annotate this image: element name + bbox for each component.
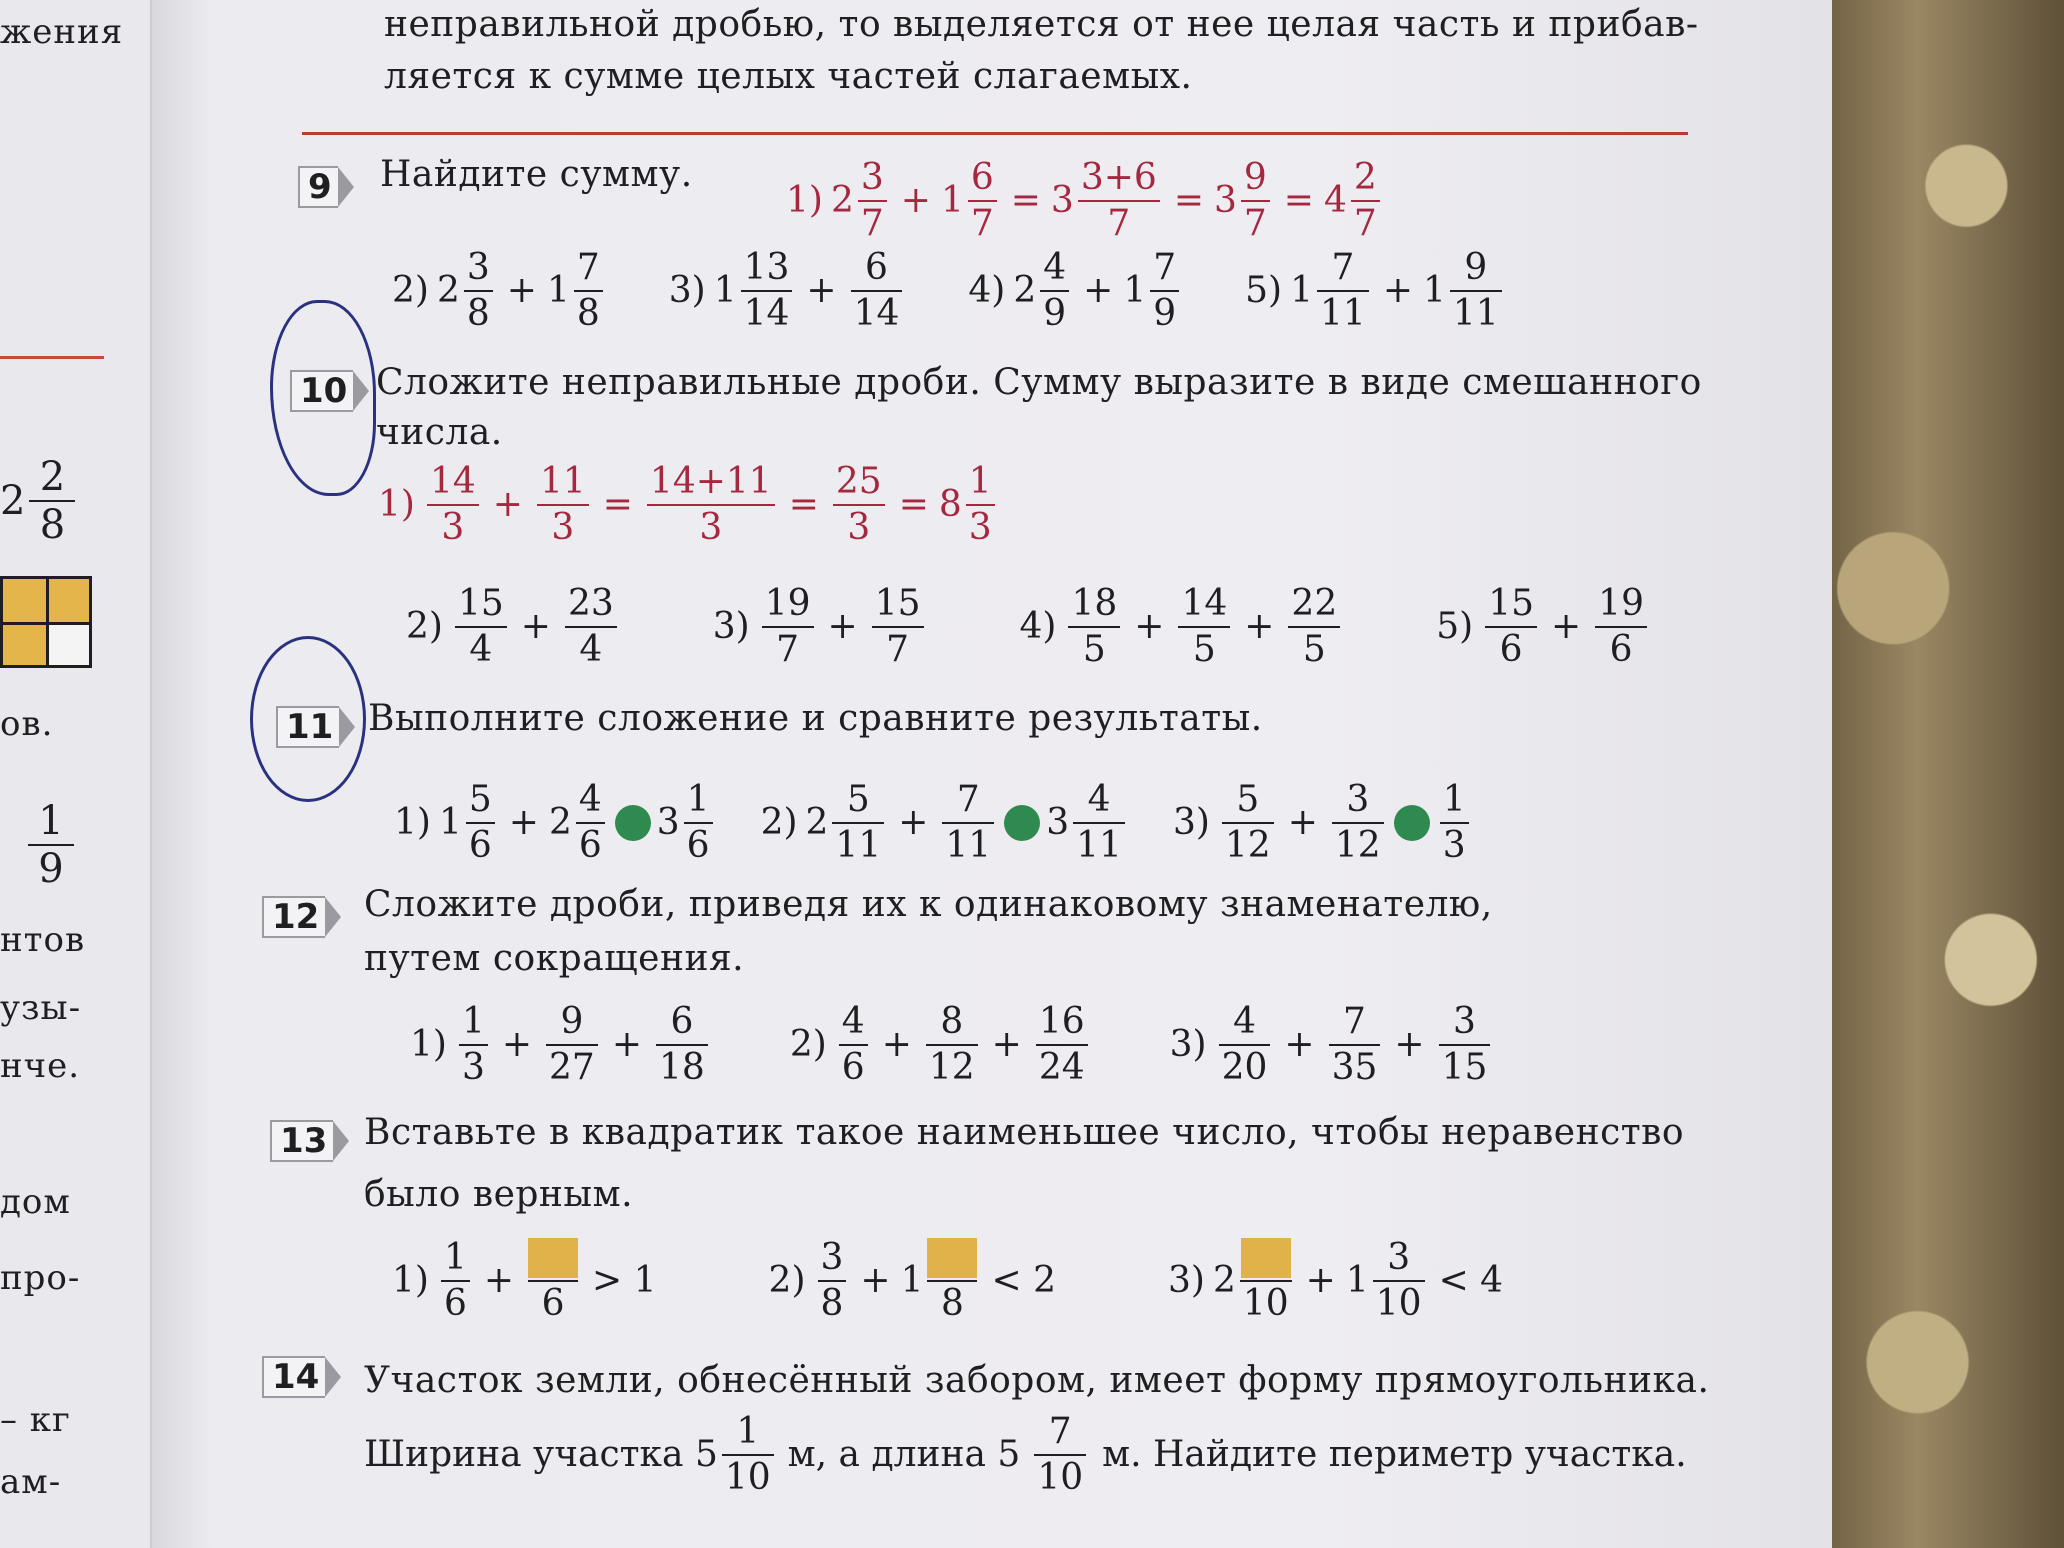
compare-circle[interactable] bbox=[1004, 805, 1040, 841]
fraction: $\frac{19}{6}$ bbox=[1595, 584, 1647, 669]
fraction: $\frac{7}{35}$ bbox=[1329, 1002, 1381, 1087]
left-page-line: ам- bbox=[0, 1462, 62, 1502]
fraction: $\frac{3}{8}$ bbox=[464, 248, 493, 333]
exercise-12-items: 1) $\frac{1}{3}$ + $\frac{9}{27}$ + $\frac{6}{18}$ 2) $\frac{4}{6}$ + $\frac{8}{12}$ + $\frac{16}{24}$ 3) $\frac{4}{20}$ + $\frac{7}{35}$ + $\frac{3}{15}$ bbox=[410, 1002, 1494, 1087]
exercise-9-solution: 1) 2 $\frac{3}{7}$ + 1 $\frac{6}{7}$ = 3 $\frac{3+6}{7}$ = 3 $\frac{9}{7}$ = 4 $\frac{2}{7}$ bbox=[786, 158, 1384, 243]
fraction: $\frac{7}{9}$ bbox=[1150, 248, 1179, 333]
fraction: $\frac{7}{8}$ bbox=[574, 248, 603, 333]
fabric-background bbox=[1820, 0, 2064, 1548]
fraction: $\frac{1}{3}$ bbox=[1440, 780, 1469, 865]
exercise-13-items: 1) $\frac{1}{6}$ + 6 > 1 2) $\frac{3}{8}$ + 1 8 < 2 3) 2 10 + 1 $\frac{3}{10}$ < 4 bbox=[392, 1237, 1504, 1324]
exercise-9-items: 2) 2 $\frac{3}{8}$ + 1 $\frac{7}{8}$ 3) 1 $\frac{13}{14}$ + $\frac{6}{14}$ 4) 2 $\frac{4}{9}$ + 1 $\frac{7}{9}$ 5) 1 $\frac{7}{11}$ + 1 $\frac{9}{11}$ bbox=[392, 248, 1506, 333]
numerator: 1 bbox=[38, 798, 64, 844]
shaded-grid-figure bbox=[0, 576, 92, 668]
exercise-10-items: 2) $\frac{15}{4}$ + $\frac{23}{4}$ 3) $\frac{19}{7}$ + $\frac{15}{7}$ 4) $\frac{18}{5}$ + $\frac{14}{5}$ + $\frac{22}{5}$ 5) $\frac{15}{6}$ + $\frac{19}{6}$ bbox=[406, 584, 1651, 669]
fraction: $\frac{6}{18}$ bbox=[656, 1002, 708, 1087]
fraction: $\frac{13}{14}$ bbox=[741, 248, 793, 333]
exercise-13-line-2: было верным. bbox=[364, 1174, 634, 1215]
whole-part: 2 bbox=[0, 478, 26, 524]
fraction: $\frac{1}{3}$ bbox=[966, 462, 995, 547]
fraction: $\frac{7}{11}$ bbox=[1317, 248, 1369, 333]
exercise-12-line-1: Сложите дроби, приведя их к одинаковому знаменателю, bbox=[364, 884, 1493, 925]
fraction: $\frac{22}{5}$ bbox=[1288, 584, 1340, 669]
fraction: $\frac{9}{27}$ bbox=[546, 1002, 598, 1087]
fraction: $\frac{9}{11}$ bbox=[1450, 248, 1502, 333]
numerator: 2 bbox=[39, 454, 66, 500]
exercise-9-text: Найдите сумму. bbox=[380, 154, 693, 195]
fraction: $\frac{9}{7}$ bbox=[1241, 158, 1270, 243]
fraction: $\frac{3}{8}$ bbox=[818, 1238, 847, 1323]
fraction: $\frac{25}{3}$ bbox=[833, 462, 885, 547]
fraction: $\frac{6}{14}$ bbox=[851, 248, 903, 333]
fraction: $\frac{5}{11}$ bbox=[832, 780, 884, 865]
fraction: $\frac{15}{4}$ bbox=[455, 584, 507, 669]
fraction: $\frac{8}{12}$ bbox=[926, 1002, 978, 1087]
exercise-14-number: 14 bbox=[262, 1356, 341, 1398]
fraction: $\frac{3}{15}$ bbox=[1439, 1002, 1491, 1087]
fraction: $\frac{5}{12}$ bbox=[1222, 780, 1274, 865]
fraction: $\frac{6}{7}$ bbox=[968, 158, 997, 243]
fraction: $\frac{15}{7}$ bbox=[872, 584, 924, 669]
fraction: $\frac{4}{11}$ bbox=[1073, 780, 1125, 865]
fraction-with-box: 8 bbox=[927, 1238, 977, 1324]
left-page-rule bbox=[0, 356, 104, 359]
left-page-mixed-number bbox=[0, 456, 75, 546]
left-page-line: узы- bbox=[0, 988, 82, 1028]
left-page-line: нче. bbox=[0, 1046, 81, 1086]
left-page bbox=[0, 0, 152, 1548]
answer-box[interactable] bbox=[528, 1238, 578, 1278]
left-page-line: ов. bbox=[0, 704, 54, 744]
fraction: $\frac{16}{24}$ bbox=[1036, 1002, 1088, 1087]
exercise-11-text: Выполните сложение и сравните результаты. bbox=[368, 698, 1263, 739]
exercise-12-number: 12 bbox=[262, 896, 341, 938]
exercise-10-line-1: Сложите неправильные дроби. Сумму выразите в виде смешанного bbox=[376, 362, 1702, 403]
exercise-13-line-1: Вставьте в квадратик такое наименьшее число, чтобы неравенство bbox=[364, 1112, 1685, 1153]
fraction: $\frac{1}{6}$ bbox=[441, 1238, 470, 1323]
fraction: $\frac{19}{7}$ bbox=[762, 584, 814, 669]
fraction: $\frac{14}{5}$ bbox=[1178, 584, 1230, 669]
compare-circle[interactable] bbox=[1394, 805, 1430, 841]
answer-box[interactable] bbox=[1241, 1238, 1291, 1278]
exercise-12-line-2: путем сокращения. bbox=[364, 938, 745, 979]
exercise-11-items: 1) 1 $\frac{5}{6}$ + 2 $\frac{4}{6}$ 3 $\frac{1}{6}$ 2) 2 $\frac{5}{11}$ + $\frac{7}{11}$ 3 $\frac{4}{11}$ 3) $\frac{5}{12}$ + $\frac{3}{12}$ $\frac{1}{3}$ bbox=[394, 780, 1473, 865]
fraction: $\frac{7}{10}$ bbox=[1034, 1412, 1086, 1497]
fraction: $\frac{14}{3}$ bbox=[427, 462, 479, 547]
answer-box[interactable] bbox=[927, 1238, 977, 1278]
fraction: $\frac{7}{11}$ bbox=[942, 780, 994, 865]
fraction: $\frac{1}{6}$ bbox=[684, 780, 713, 865]
fraction: $\frac{4}{20}$ bbox=[1219, 1002, 1271, 1087]
fraction: $\frac{1}{3}$ bbox=[459, 1002, 488, 1087]
fraction-with-box: 10 bbox=[1240, 1238, 1292, 1324]
exercise-10-line-2: числа. bbox=[376, 412, 503, 453]
section-divider bbox=[302, 132, 1688, 135]
fraction: $\frac{23}{4}$ bbox=[565, 584, 617, 669]
fraction: $\frac{5}{6}$ bbox=[466, 780, 495, 865]
intro-line-1: неправильной дробью, то выделяется от нее целая часть и прибав- bbox=[384, 4, 1699, 45]
fraction: $\frac{4}{6}$ bbox=[576, 780, 605, 865]
left-page-line: нтов bbox=[0, 920, 86, 960]
denominator: 8 bbox=[39, 502, 66, 548]
exercise-10-number: 10 bbox=[290, 370, 369, 412]
fraction: $\frac{1}{10}$ bbox=[722, 1412, 774, 1497]
exercise-9-number: 9 bbox=[298, 166, 354, 208]
fraction: $\frac{15}{6}$ bbox=[1485, 584, 1537, 669]
exercise-13-number: 13 bbox=[270, 1120, 349, 1162]
fraction-with-box: 6 bbox=[528, 1238, 578, 1324]
fraction: $\frac{14+11}{3}$ bbox=[647, 462, 775, 547]
fraction: $\frac{11}{3}$ bbox=[537, 462, 589, 547]
compare-circle[interactable] bbox=[615, 805, 651, 841]
fraction: $\frac{4}{9}$ bbox=[1040, 248, 1069, 333]
fraction: $\frac{3}{12}$ bbox=[1332, 780, 1384, 865]
fraction: $\frac{3}{7}$ bbox=[858, 158, 887, 243]
left-page-line: жения bbox=[0, 12, 124, 52]
fraction: $\frac{2}{7}$ bbox=[1351, 158, 1380, 243]
left-page-line: дом bbox=[0, 1182, 71, 1222]
fraction: $\frac{3}{10}$ bbox=[1373, 1238, 1425, 1323]
exercise-14-line-1: Участок земли, обнесённый забором, имеет форму прямоугольника. bbox=[364, 1360, 1710, 1401]
left-page-line: – кг bbox=[0, 1400, 71, 1440]
intro-line-2: ляется к сумме целых частей слагаемых. bbox=[384, 56, 1193, 97]
exercise-10-solution: 1) $\frac{14}{3}$ + $\frac{11}{3}$ = $\frac{14+11}{3}$ = $\frac{25}{3}$ = 8 $\frac{1}{3}$ bbox=[378, 462, 999, 547]
fraction: $\frac{18}{5}$ bbox=[1068, 584, 1120, 669]
fraction: $\frac{3+6}{7}$ bbox=[1078, 158, 1160, 243]
left-page-line: про- bbox=[0, 1258, 81, 1298]
pen-circle bbox=[250, 636, 366, 802]
left-page-fraction bbox=[28, 800, 74, 890]
fraction: $\frac{4}{6}$ bbox=[839, 1002, 868, 1087]
exercise-11-number: 11 bbox=[276, 706, 355, 748]
exercise-14-line-2: Ширина участка 5 $\frac{1}{10}$ м, а длина 5 $\frac{7}{10}$ м. Найдите периметр участка. bbox=[364, 1411, 1687, 1498]
denominator: 9 bbox=[38, 846, 64, 892]
